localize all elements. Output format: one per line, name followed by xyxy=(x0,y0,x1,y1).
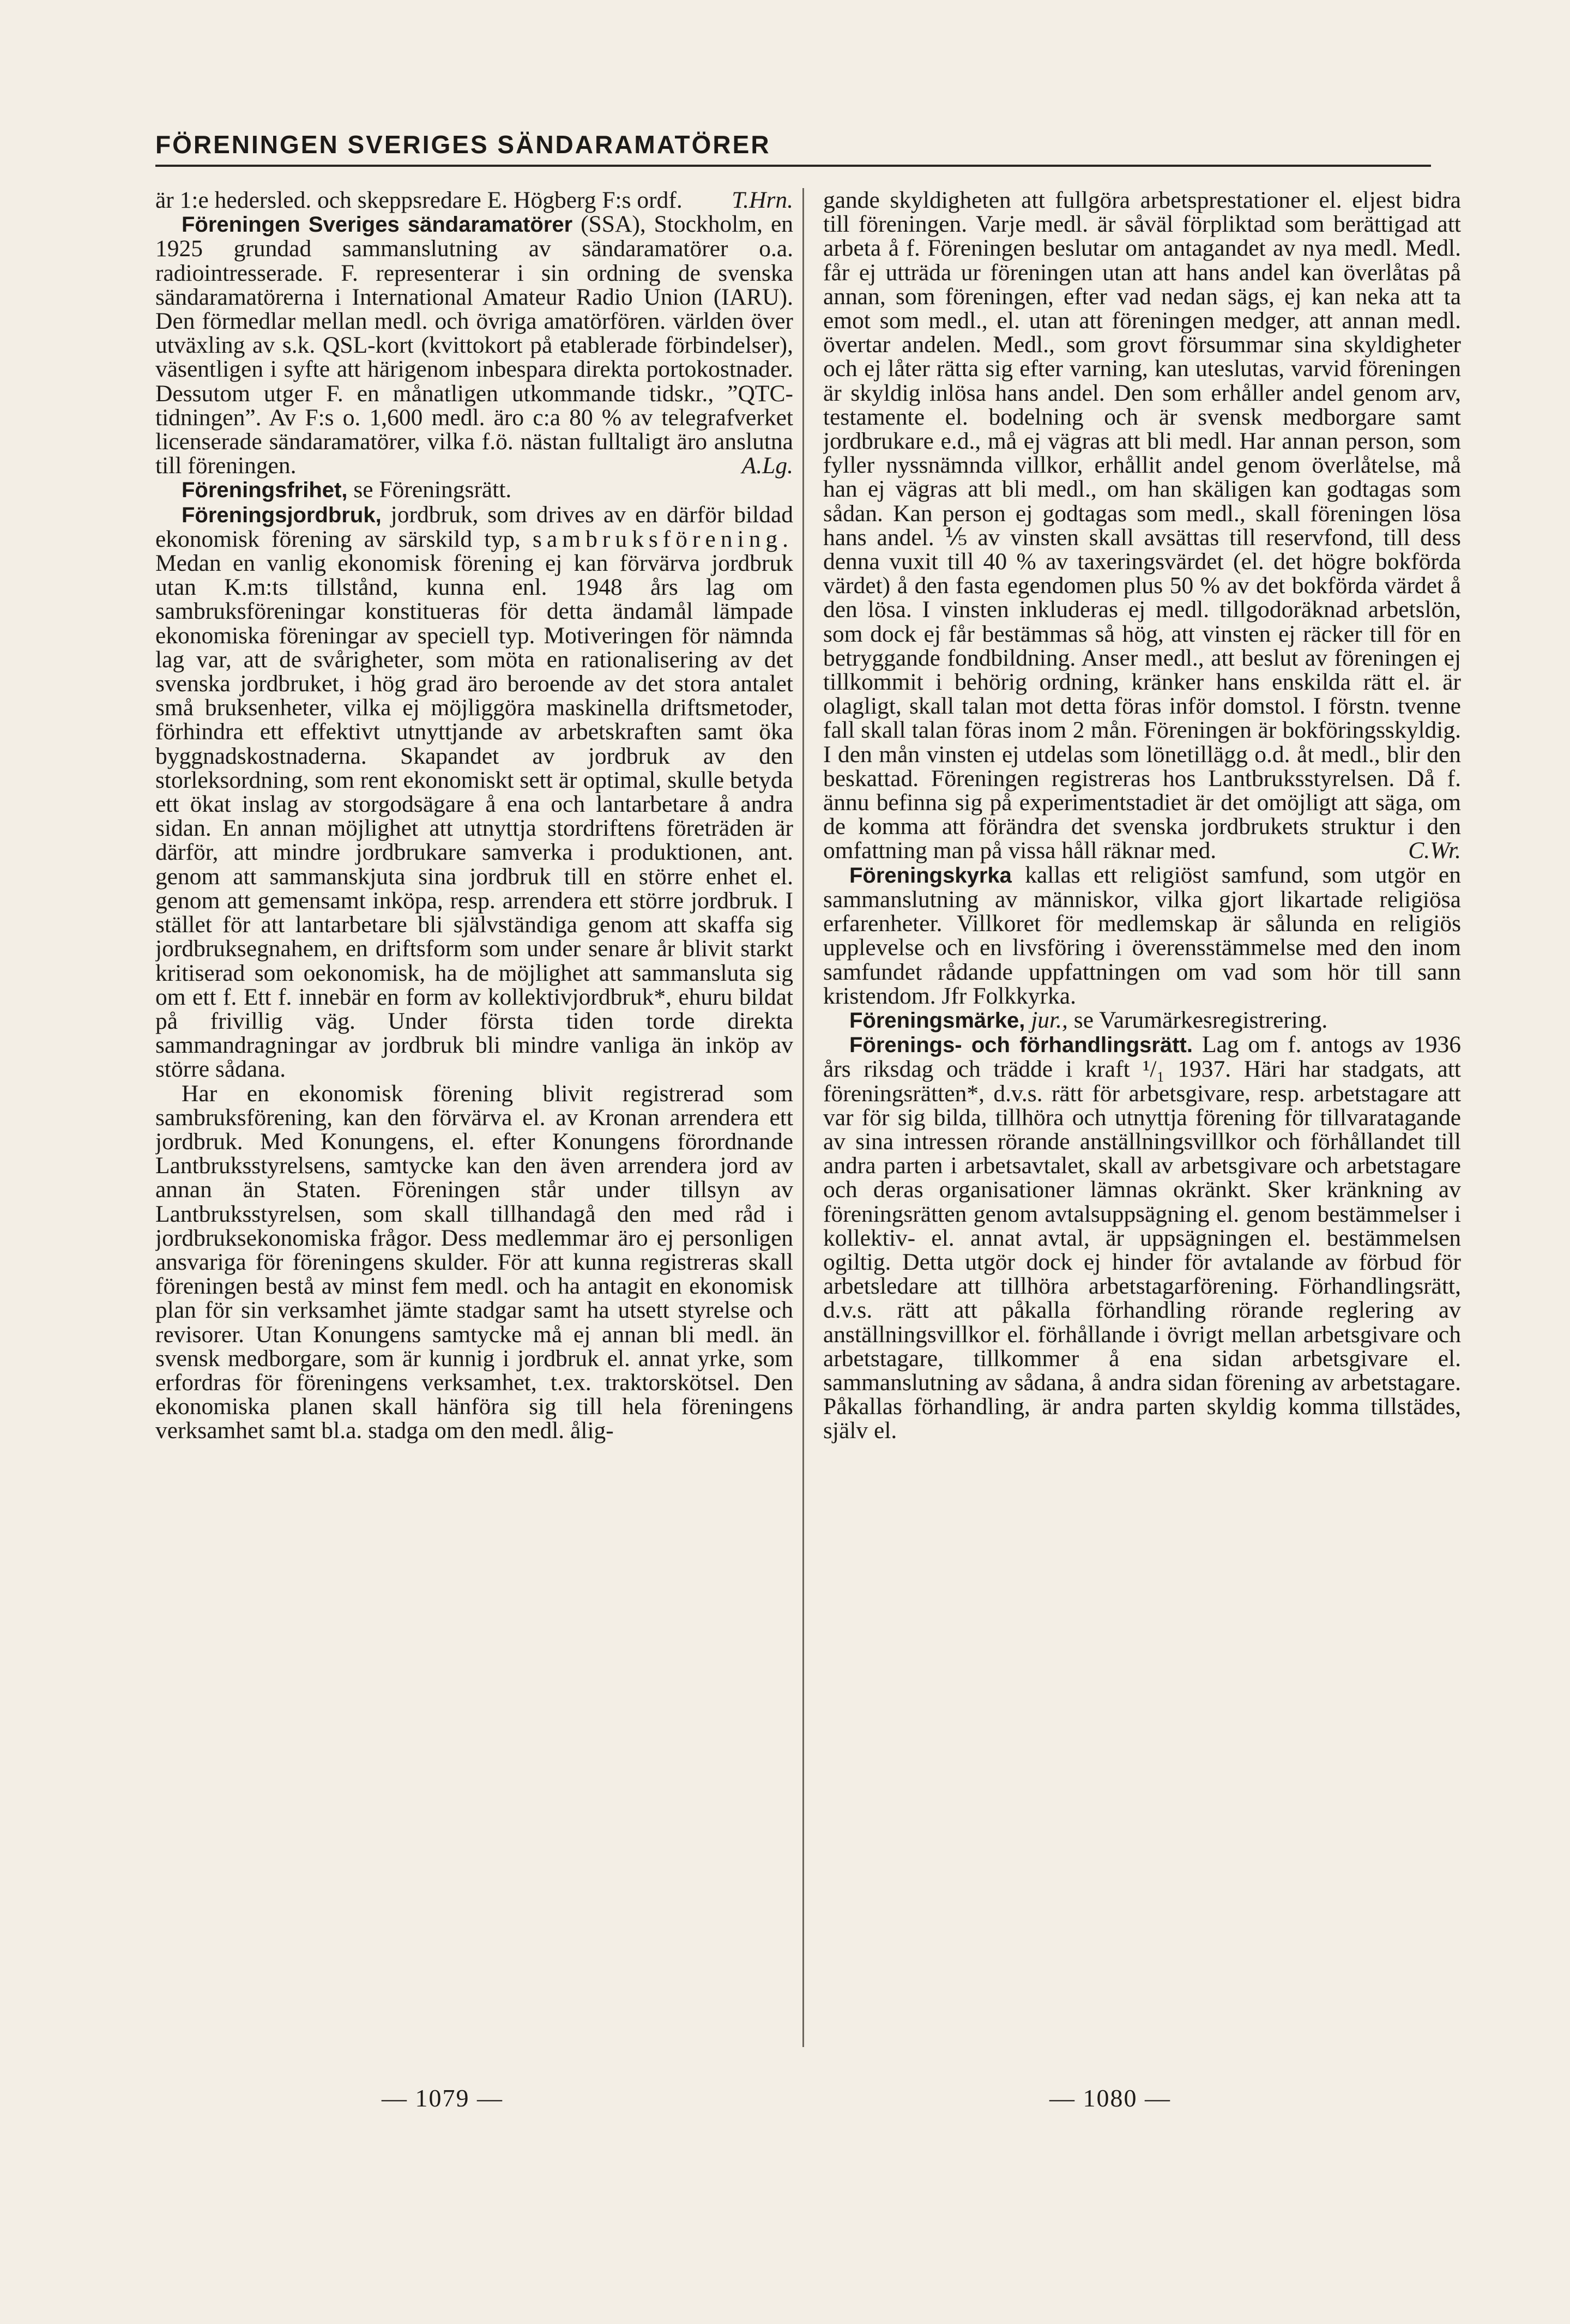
entry-ssa xyxy=(155,212,793,478)
entry-headword: Föreningsjordbruk, xyxy=(182,503,382,527)
entry-body: Medan en vanlig ekonomisk förening ej kan förvärva jordbruk utan K.m:ts tillstånd, kunna enl. 1948 års lag om sambruksföreningar konstitueras för detta ändamål lämpade ekonomiska föreningar av speciell typ. Motiveringen för nämnda lag var, att de svårigheter, som möta en rationalisering av det svenska jordbruket, i hög grad äro beroende av det stora antalet små bruksenheter, vilka ej möjliggöra maskinella driftsmetoder, förhindra ett effektivt utnyttjande av arbetskraften samt öka byggnadskostnaderna. Skapandet av jordbruk av den storleksordning, som rent ekonomiskt sett är optimal, skulle betyda ett ökat inslag av storgodsägare å ena och lantarbetare å andra sidan. En annan möjlighet att utnyttja stordriftens företräden är därför, att mindre jordbrukare samverka i produktionen, ant. genom att sammanskjuta sina jordbruk till en större enhet el. genom att gemensamt inköpa, resp. arrendera ett större jordbruk. I stället för att lantarbetare bli självständiga genom att skaffa sig jordbruksegnahem, en driftsform som under senare år blivit starkt kritiserad som oekonomisk, ha de möjlighet att sammansluta sig om ett f. Ett f. innebär en form av kollektivjordbruk*, ehuru bildat på frivillig väg. Under första tiden torde direkta sammandragningar av jordbruk bli mindre vanliga än inköp av större sådana. xyxy=(155,550,793,1083)
entry-foreningsfrihet xyxy=(155,478,793,502)
intro-text: är 1:e hedersled. och skeppsredare E. Högberg F:s ordf. xyxy=(155,188,683,213)
entry-body: Har en ekonomisk förening blivit registrerad som sambruksförening, kan den förvärva el. av Kronan arrendera ett jordbruk. Med Konungens, el. efter Konungens förordnande Lantbruksstyrelsens, samtycke kan den även arrendera jord av annan än Staten. Föreningen står under tillsyn av Lantbruksstyrelsen, som skall tillhandagå den med råd i jordbruksekonomiska frågor. Dess medlemmar äro ej personligen ansvariga för föreningens skulder. För att kunna registreras skall föreningen bestå av minst fem medl. och ha antagit en ekonomisk plan för sin verksamhet jämte stadgar samt ha utsett styrelse och revisorer. Utan Konungens samtycke må ej annan bli medl. än svensk medborgare, som är kunnig i jordbruk el. annat yrke, som erfordras för föreningens verksamhet, t.ex. traktorskötsel. Den ekonomiska planen skall hänföra sig till hela föreningens verksamhet samt bl.a. stadga om den medl. ålig- xyxy=(155,1080,793,1444)
right-column xyxy=(823,188,1461,2042)
entry-foreningskyrka xyxy=(823,863,1461,1008)
page-number-right: — 1080 — xyxy=(1049,2084,1171,2112)
entry-headword: Förenings- och förhandlingsrätt. xyxy=(849,1033,1193,1058)
entry-abbrev: jur., xyxy=(1031,1006,1068,1033)
entry-headword: Föreningsmärke, xyxy=(849,1008,1025,1033)
entry-headword: Föreningsfrihet, xyxy=(182,478,348,503)
entry-body: se Varumärkesregistrering. xyxy=(1073,1006,1328,1033)
entry-body: Lag om f. antogs av 1936 års riksdag och trädde i kraft ¹/₁ 1937. Häri har stadgats, att föreningsrätten*, d.v.s. rätt för arbetsgivare, resp. arbetstagare att var för sig bilda, tillhöra och utnyttja förening för tillvaratagande av sina intressen rörande anställningsvillkor och förhållandet till andra parten i arbetsavtalet, skall av arbetsgivare och arbetstagare och deras organisationer lämnas okränkt. Sker kränkning av föreningsrätten genom avtalsuppsägning el. genom bestämmelser i kollektiv- el. annat avtal, är uppsägningen el. bestämmelsen ogiltig. Detta utgör dock ej hinder för avtalande av förbud för arbetsledare att tillhöra arbetstagarförening. Förhandlingsrätt, d.v.s. rätt att påkalla förhandling rörande reglering av anställningsvillkor el. förhållande i övrigt mellan arbetsgivare och arbetstagare, tillkommer å ena sidan arbetsgivare el. sammanslutning av sådana, å andra sidan förening av arbetstagare. Påkallas förhandling, är andra parten skyldig komma tillstädes, själv el. xyxy=(823,1031,1461,1444)
entry-headword: Föreningen Sveriges sändaramatörer xyxy=(182,213,573,237)
signature: T.Hrn. xyxy=(732,188,793,213)
entry-body: jordbruk, som drives av en därför bildad ekonomisk förening av särskild typ, xyxy=(155,501,793,552)
paragraph xyxy=(155,1082,793,1443)
entry-forhandlingsratt xyxy=(823,1033,1461,1442)
column-divider xyxy=(802,188,804,2047)
running-head: FÖRENINGEN SVERIGES SÄNDARAMATÖRER xyxy=(155,130,1431,167)
entry-body: kallas ett religiöst samfund, som utgör en sammanslutning av människor, vilka gjort likartade religiösa erfarenheter. Villkoret för medlemskap är sålunda en religiös upplevelse och en livsföring i överensstämmelse med den inom samfundet rådande uppfattningen om vad som hör till sann kristendom. Jfr Folkkyrka. xyxy=(823,861,1461,1009)
entry-headword: Föreningskyrka xyxy=(849,863,1012,888)
entry-body: (SSA), Stockholm, en 1925 grundad sammanslutning av sändaramatörer o.a. radiointresserade. F. representerar i sin ordning de svenska sändaramatörerna i International Amateur Radio Union (IARU). Den förmedlar mellan medl. och övriga amatörfören. världen över utväxling av s.k. QSL-kort (kvittokort på etablerade förbindelser), väsentligen i syfte att härigenom inbespara direkta portokostnader. Dessutom utger F. en månatligen utkommande tidskr., ”QTC-tidningen”. Av F:s o. 1,600 medl. äro c:a 80 % av telegrafverket licenserade sändaramatörer, vilka f.ö. nästan fulltaligt äro anslutna till föreningen. xyxy=(155,211,793,479)
entry-body: gande skyldigheten att fullgöra arbetsprestationer el. eljest bidra till föreningen. Varje medl. är såväl förpliktad som berättigad att arbeta å f. Föreningen beslutar om antagandet av nya medl. Medl. får ej utträda ur föreningen utan att hans andel kan överlåtas på annan, som föreningen, efter vad nedan sägs, ej kan neka att ta emot som medl., el. utan att föreningen medger, att annan medl. övertar andelen. Medl., som grovt försummar sina skyldigheter och ej låter rätta sig efter varning, kan uteslutas, varvid föreningen är skyldig inlösa hans andel. Den som erhåller andel genom arv, testamente el. bodelning och är svensk medborgare samt jordbrukare e.d., må ej vägras att bli medl. Har annan person, som fyller nyssnämnda villkor, erhållit andel genom överlåtelse, må han ej vägras att bli medl., om han skäligen kan godtagas som sådan. Kan person ej godtagas som medl., skall föreningen lösa hans andel. ⅕ av vinsten skall avsättas till reservfond, till dess denna vuxit till 40 % av taxeringsvärdet (el. det högre bokförda värdet) å den fasta egendomen plus 50 % av det bokförda värdet å den lösa. I vinsten inkluderas ej medl. tillgodoräknad arbetslön, som dock ej får bestämmas så hög, att vinsten ej räcker till för en betryggande fondbildning. Anser medl., att beslut av föreningen ej tillkommit i behörig ordning, kränker hans enskilda rätt el. är olagligt, skall talan mot detta föras inför domstol. I förstn. tvenne fall skall talan föras inom 2 mån. Föreningen är bokföringsskyldig. I den mån vinsten ej utdelas som lönetillägg o.d. åt medl., blir den beskattad. Föreningen registreras hos Lantbruksstyrelsen. Då f. ännu befinna sig på experimentstadiet är det omöjligt att säga, om de komma att förändra det svenska jordbrukets struktur i den omfattning man på vissa håll räknar med. xyxy=(823,188,1461,864)
signature: A.Lg. xyxy=(741,452,793,479)
paragraph xyxy=(155,188,793,212)
entry-foreningsmarke xyxy=(823,1008,1461,1033)
page-number-left: — 1079 — xyxy=(382,2084,503,2112)
signature: C.Wr. xyxy=(1408,837,1461,864)
paragraph xyxy=(823,188,1461,863)
left-column xyxy=(155,188,793,2042)
entry-foreningsjordbruk xyxy=(155,503,793,1082)
entry-body: se Föreningsrätt. xyxy=(353,476,512,503)
spaced-term: sambruksförening. xyxy=(533,526,793,552)
